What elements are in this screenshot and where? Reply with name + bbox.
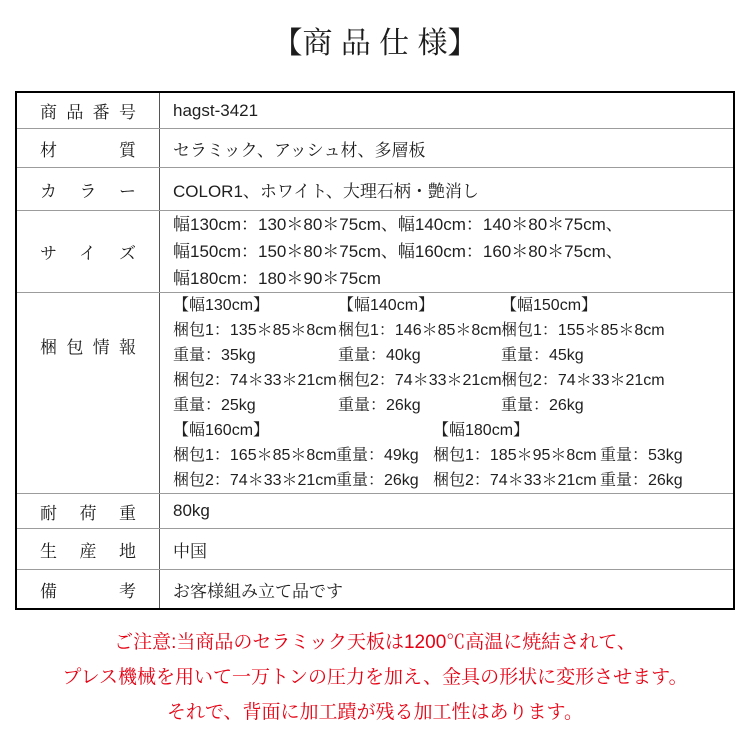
packing-group-180cm xyxy=(433,418,733,493)
packing-col-130cm xyxy=(173,293,338,418)
packing-weight: 重量：26kg xyxy=(336,472,419,489)
spec-table xyxy=(15,91,735,610)
packing-line: 梱包2：74＊33＊21cm xyxy=(173,372,337,389)
packing-col-header: 【幅130cm】 xyxy=(173,297,270,314)
notice-line: それで、背面に加工蹟が残る加工性はあります。 xyxy=(166,702,584,723)
page-title: 【商 品 仕 様】 xyxy=(272,27,478,60)
packing-line xyxy=(433,443,733,468)
row-label: 備考 xyxy=(40,581,136,601)
packing-line: 梱包1：155＊85＊8cm xyxy=(501,322,665,339)
packing-group-header: 【幅180cm】 xyxy=(433,422,530,439)
row-label: サイズ xyxy=(40,244,136,263)
packing-line xyxy=(173,468,433,493)
size-line: 幅150cm：150＊80＊75cm、幅160cm：160＊80＊75cm、 xyxy=(173,242,623,261)
packing-line: 梱包1：135＊85＊8cm xyxy=(173,322,337,339)
notice xyxy=(0,625,750,730)
packing-line: 重量：26kg xyxy=(338,397,421,414)
packing-line: 重量：45kg xyxy=(501,347,584,364)
packing-line: 重量：26kg xyxy=(501,397,584,414)
row-value-cell xyxy=(160,293,733,493)
remarks-value: お客様組み立て品です xyxy=(173,581,343,601)
packing-col-150cm xyxy=(501,293,733,418)
material-value: セラミック、アッシュ材、多層板 xyxy=(173,140,426,160)
packing-weight: 重量：49kg xyxy=(336,447,419,464)
packing-weight: 重量：26kg xyxy=(600,472,683,489)
load-capacity-value: 80kg xyxy=(173,501,210,520)
packing-line xyxy=(173,443,433,468)
spec-row-color xyxy=(17,167,733,210)
row-label: 耐荷重 xyxy=(40,503,136,523)
row-value-cell xyxy=(160,168,733,210)
packing-col-header: 【幅150cm】 xyxy=(501,297,598,314)
spec-row-packing xyxy=(17,292,733,493)
row-value-cell xyxy=(160,529,733,569)
spec-row-origin xyxy=(17,528,733,569)
row-label-cell xyxy=(17,93,160,128)
packing-columns xyxy=(173,293,733,418)
row-label-cell xyxy=(17,129,160,167)
packing-col-header: 【幅140cm】 xyxy=(338,297,435,314)
packing-line: 重量：25kg xyxy=(173,397,256,414)
row-label-cell xyxy=(17,168,160,210)
row-label: 梱包情報 xyxy=(40,338,136,357)
size-line: 幅180cm：180＊90＊75cm xyxy=(173,269,381,288)
row-value-cell xyxy=(160,211,733,292)
item-number-value: hagst-3421 xyxy=(173,100,259,120)
packing-dim: 梱包2：74＊33＊21cm xyxy=(173,472,337,489)
row-label-cell xyxy=(17,293,160,493)
row-label: 生産地 xyxy=(40,541,136,561)
notice-line: ご注意:当商品のセラミック天板は1200℃高温に焼結されて、 xyxy=(114,632,636,653)
packing-line xyxy=(433,468,733,493)
packing-dim: 梱包2：74＊33＊21cm xyxy=(433,472,597,489)
spec-row-item-number xyxy=(17,93,733,128)
row-label: 材質 xyxy=(40,140,136,160)
row-value-cell xyxy=(160,129,733,167)
origin-value: 中国 xyxy=(173,541,207,561)
packing-group-160cm xyxy=(173,418,433,493)
packing-line: 重量：35kg xyxy=(173,347,256,364)
spec-row-material xyxy=(17,128,733,167)
row-label-cell xyxy=(17,529,160,569)
packing-weight: 重量：53kg xyxy=(600,447,683,464)
packing-dim: 梱包1：185＊95＊8cm xyxy=(433,447,597,464)
packing-group-header: 【幅160cm】 xyxy=(173,422,270,439)
row-label: 商品番号 xyxy=(40,103,136,122)
size-line: 幅130cm：130＊80＊75cm、幅140cm：140＊80＊75cm、 xyxy=(173,215,623,234)
packing-groups xyxy=(173,418,733,493)
packing-line: 梱包2：74＊33＊21cm xyxy=(501,372,665,389)
color-value: COLOR1、ホワイト、大理石柄・艶消し xyxy=(173,181,479,201)
packing-line: 梱包2：74＊33＊21cm xyxy=(338,372,502,389)
row-label: カラー xyxy=(40,181,136,201)
packing-dim: 梱包1：165＊85＊8cm xyxy=(173,447,337,464)
row-label-cell xyxy=(17,211,160,292)
spec-row-load-capacity xyxy=(17,493,733,528)
row-value-cell xyxy=(160,494,733,528)
row-value-cell xyxy=(160,570,733,608)
row-value-cell xyxy=(160,93,733,128)
packing-col-140cm xyxy=(338,293,501,418)
notice-line: プレス機械を用いて一万トンの圧力を加え、金具の形状に変形させます。 xyxy=(62,667,688,688)
spec-row-size xyxy=(17,210,733,292)
packing-line: 梱包1：146＊85＊8cm xyxy=(338,322,502,339)
packing-line: 重量：40kg xyxy=(338,347,421,364)
row-label-cell xyxy=(17,494,160,528)
spec-row-remarks xyxy=(17,569,733,608)
row-label-cell xyxy=(17,570,160,608)
